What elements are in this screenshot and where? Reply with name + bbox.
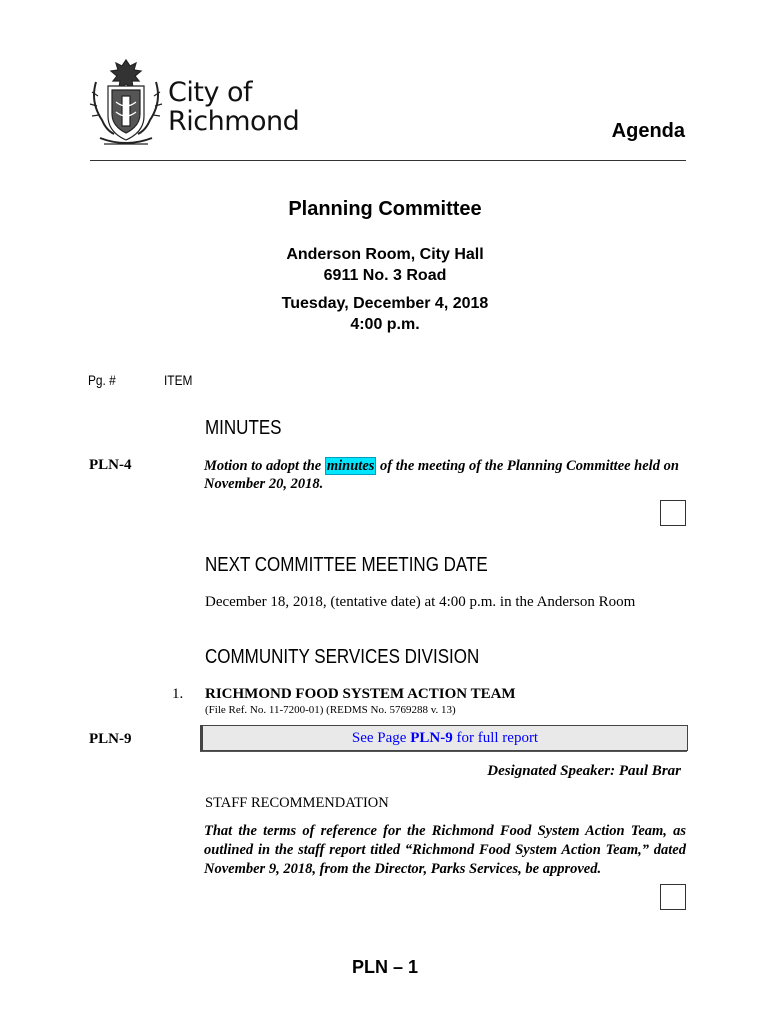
file-reference: (File Ref. No. 11-7200-01) (REDMS No. 5769288 v. 13) — [205, 704, 456, 716]
city-name-line1: City of — [168, 77, 253, 108]
city-name — [168, 78, 299, 136]
page-ref-report: PLN-9 — [89, 731, 132, 747]
document-type: Agenda — [611, 120, 685, 142]
minutes-motion — [204, 457, 684, 493]
motion-text-before: Motion to adopt the — [204, 458, 325, 474]
next-meeting-text: December 18, 2018, (tentative date) at 4:00 p.m. in the Anderson Room — [205, 594, 636, 610]
meeting-time: 4:00 p.m. — [350, 316, 420, 333]
page-ref-minutes: PLN-4 — [89, 457, 132, 473]
minutes-checkbox[interactable] — [660, 500, 686, 526]
city-name-line2: Richmond — [168, 106, 300, 137]
page-column-header: Pg. # — [88, 372, 116, 388]
item-number: 1. — [172, 686, 184, 702]
report-link-suffix: for full report — [452, 730, 539, 746]
meeting-room: Anderson Room, City Hall — [286, 246, 484, 263]
recommendation-checkbox[interactable] — [660, 884, 686, 910]
page-number-footer: PLN – 1 — [351, 957, 419, 977]
meeting-address: 6911 No. 3 Road — [323, 267, 447, 284]
designated-speaker: Designated Speaker: Paul Brar — [487, 763, 681, 779]
item-title: RICHMOND FOOD SYSTEM ACTION TEAM — [205, 686, 516, 702]
section-heading-next-meeting: NEXT COMMITTEE MEETING DATE — [205, 554, 488, 576]
item-column-header: ITEM — [164, 372, 193, 388]
motion-text-after: of the meeting of the Planning Committee held on November 20, 2018. — [204, 458, 679, 492]
report-bar-underline — [200, 751, 687, 752]
meeting-date: Tuesday, December 4, 2018 — [281, 295, 489, 312]
section-heading-minutes: MINUTES — [205, 417, 282, 439]
full-report-link[interactable] — [200, 725, 688, 751]
committee-title: Planning Committee — [288, 198, 482, 220]
section-heading-community-services: COMMUNITY SERVICES DIVISION — [205, 646, 480, 668]
staff-recommendation-label: STAFF RECOMMENDATION — [205, 795, 389, 811]
staff-recommendation-text: That the terms of reference for the Richmond Food System Action Team, as outlined in the staff report titled “Richmond Food System Action Team,” dated November 9, 2018, from the Director, Parks Services, be approved. — [204, 823, 686, 877]
city-crest-logo — [86, 52, 166, 148]
report-link-prefix: See Page — [351, 730, 411, 746]
header-divider — [90, 160, 686, 161]
minutes-highlight: minutes — [326, 458, 375, 474]
report-link-page: PLN-9 — [410, 730, 453, 746]
